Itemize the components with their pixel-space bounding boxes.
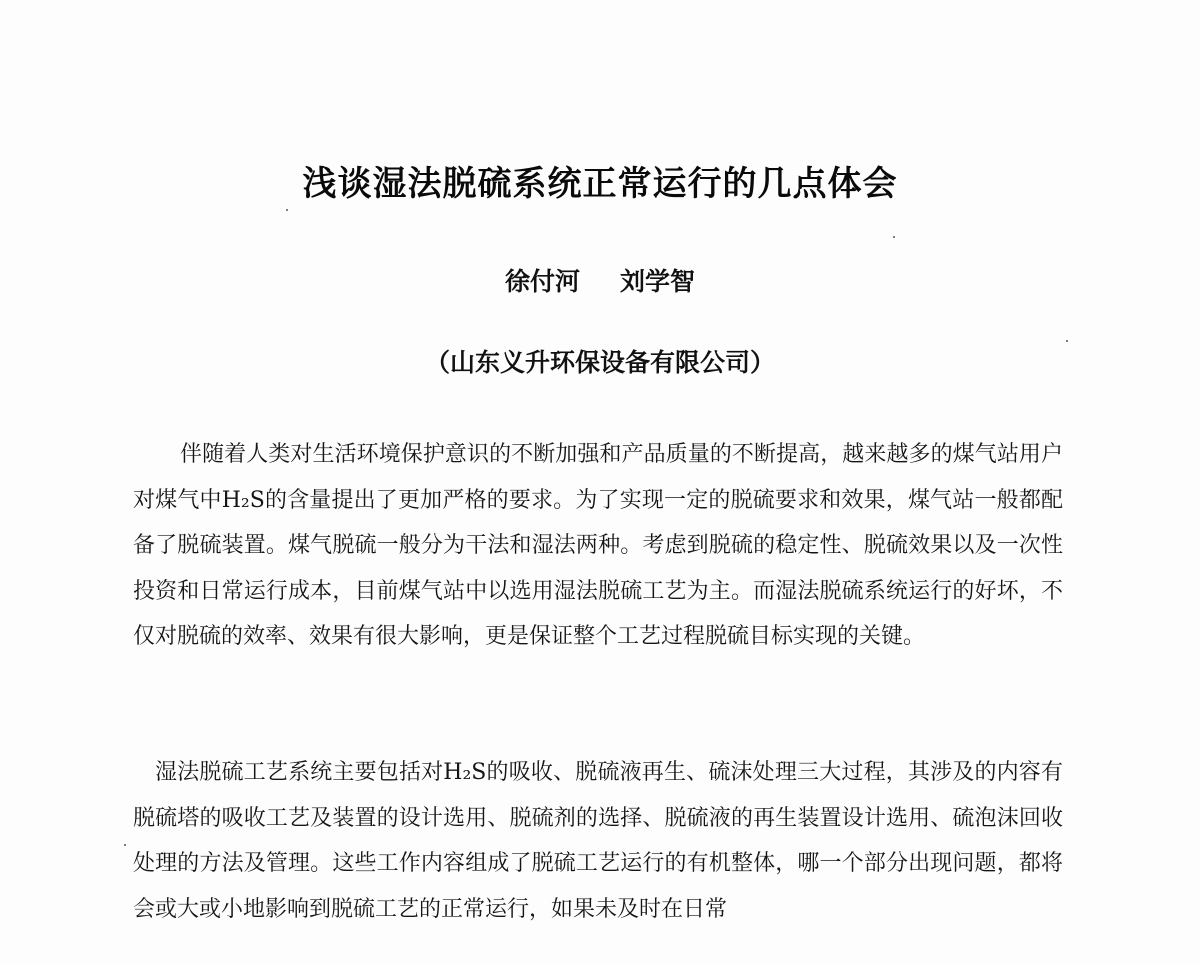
scan-speck [893, 236, 895, 238]
author-name: 徐付河 [504, 267, 580, 296]
scan-speck [124, 844, 126, 846]
body-paragraph: 伴随着人类对生活环境保护意识的不断加强和产品质量的不断提高，越来越多的煤气站用户对煤气中H₂S的含量提出了更加严格的要求。为了实现一定的脱硫要求和效果，煤气站一般都配备了脱硫装置。煤气脱硫一般分为干法和湿法两种。考虑到脱硫的稳定性、脱硫效果以及一次性投资和日常运行成本，目前煤气站中以选用湿法脱硫工艺为主。而湿法脱硫系统运行的好坏，不仅对脱硫的效率、效果有很大影响，更是保证整个工艺过程脱硫目标实现的关键。 [133, 442, 1063, 649]
scan-speck [1066, 340, 1068, 342]
body-paragraph: 湿法脱硫工艺系统主要包括对H₂S的吸收、脱硫液再生、硫沫处理三大过程，其涉及的内容有脱硫塔的吸收工艺及装置的设计选用、脱硫剂的选择、脱硫液的再生装置设计选用、硫泡沫回收处理的方法及管理。这些工作内容组成了脱硫工艺运行的有机整体，哪一个部分出现问题，都将会或大或小地影响到脱硫工艺的正常运行，如果未及时在日常 [133, 760, 1063, 922]
scan-speck [286, 209, 288, 211]
paper-title: 浅谈湿法脱硫系统正常运行的几点体会 [302, 164, 898, 204]
author-list [0, 262, 1200, 298]
author-affiliation: （山东义升环保设备有限公司） [424, 348, 775, 377]
author-name: 刘学智 [620, 267, 696, 296]
